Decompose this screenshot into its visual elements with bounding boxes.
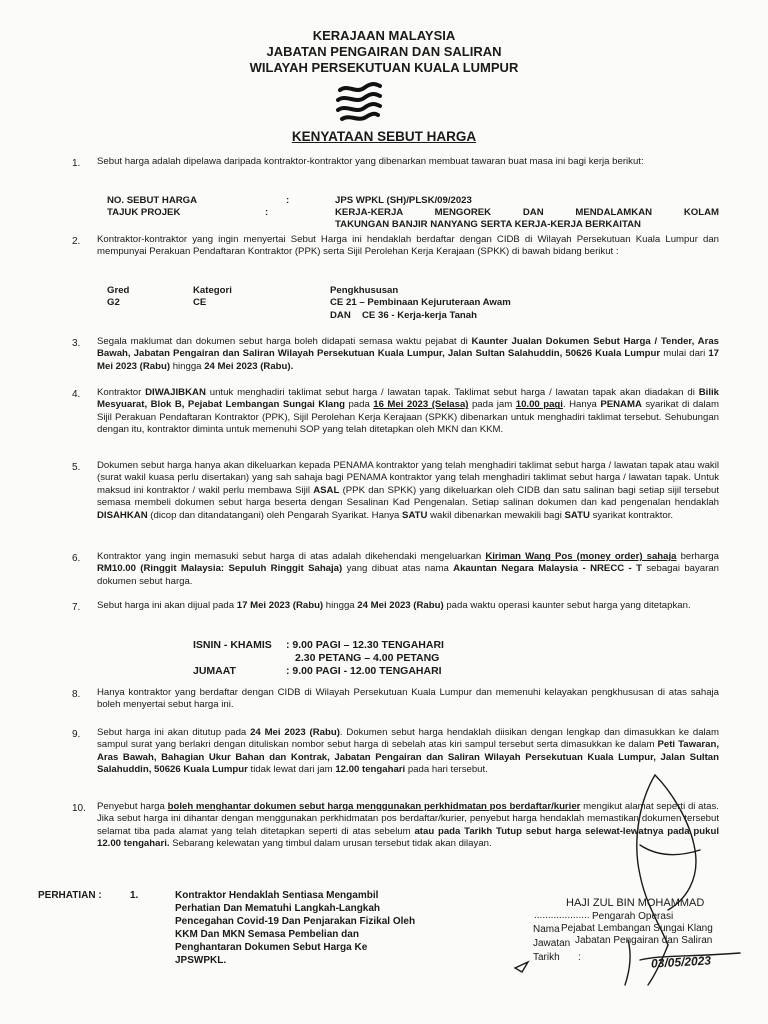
paragraph-2-text: Kontraktor-kontraktor yang ingin menyertai Sebut Harga ini hendaklah berdaftar dengan CIDB di Wilayah Persekutuan Kuala Lumpur dan mempunyai Perakuan Pendaftaran Kontraktor (PPK) serta Sijil Perolehan Kerja Kerajaan (SPKK) di bawah bidang berikut : [97, 234, 719, 258]
paragraph-4-text: Kontraktor DIWAJIBKAN untuk menghadiri taklimat sebut harga / lawatan tapak. Taklimat sebut harga / lawatan tapak akan diadakan di Bilik Mesyuarat, Blok B, Pejabat Lembangan Sungai Klang pada 16 Mei 2023 (Selasa) pada jam 10.00 pagi. Hanya PENAMA syarikat di dalam Sijil Perakuan Pendaftaran Kontraktor (PPK), Sijil Perolehan Kerja Kerajaan (SPKK) dibenarkan untuk menghadiri taklimat tersebut. Sehubungan dengan itu, kontraktor diminta untuk memenuhi SOP yang telah ditetapkan oleh MKN dan KKM. [97, 387, 719, 436]
paragraph-9-number: 9. [72, 729, 81, 740]
paragraph-3-number: 3. [72, 338, 81, 349]
paragraph-10-number: 10. [72, 803, 86, 814]
paragraph-7-number: 7. [72, 602, 81, 613]
quotation-number-label: NO. SEBUT HARGA [107, 195, 198, 206]
specialisation-and: DAN [330, 310, 351, 321]
name-label: Nama [533, 924, 560, 935]
specialisation-1: CE 21 – Pembinaan Kejuruteraan Awam [330, 297, 511, 308]
specialisation-2: CE 36 - Kerja-kerja Tanah [362, 310, 477, 321]
header-line-2: JABATAN PENGAIRAN DAN SALIRAN [266, 44, 502, 59]
schedule-mon-thu-label: ISNIN - KHAMIS [193, 639, 272, 651]
handwritten-date: 03/05/2023 [650, 953, 712, 971]
paragraph-8-text: Hanya kontraktor yang berdaftar dengan CIDB di Wilayah Persekutuan Kuala Lumpur dan memenuhi kelayakan pengkhususan di atas sahaja boleh menyertai sebut harga ini. [97, 687, 719, 711]
grade-header: Gred [107, 285, 130, 296]
schedule-friday-time: : 9.00 PAGI - 12.00 TENGAHARI [286, 665, 442, 677]
project-title-label: TAJUK PROJEK [107, 207, 181, 218]
paragraph-4-number: 4. [72, 389, 81, 400]
water-waves-logo-icon [334, 80, 384, 124]
header-line-1: KERAJAAN MALAYSIA [312, 28, 456, 43]
signatory-name: HAJI ZUL BIN MOHAMMAD [566, 897, 705, 909]
notice-number: 1. [130, 890, 139, 901]
paragraph-2-number: 2. [72, 236, 81, 247]
notice-line-4: KKM Dan MKN Semasa Pembelian dan [175, 929, 359, 940]
specialisation-header: Pengkhususan [330, 285, 399, 296]
paragraph-5-text: Dokumen sebut harga hanya akan dikeluarkan kepada PENAMA kontraktor yang telah menghadiri taklimat sebut harga / lawatan tapak atau wakil (surat wakil kuasa perlu disertakan) yang sah sahaja bagi PENAMA kontraktor yang telah menghadiri taklimat sebut harga / lawatan tapak. Untuk maksud ini kontraktor / wakil perlu membawa Sijil ASAL (PPK dan SPKK) yang dikeluarkan oleh CIDB dan satu salinan bagi setiap sijil tersebut semasa membeli dokumen sebut harga beserta dengan Sesalinan Kad Pengenalan. Setiap salinan dokumen dan kad pengenalan hendaklah DISAHKAN (dicop dan ditandatangani) oleh Pengarah Syarikat. Hanya SATU wakil dibenarkan mewakili bagi SATU syarikat kontraktor. [97, 460, 719, 521]
notice-line-5: Penghantaran Dokumen Sebut Harga Ke [175, 942, 368, 953]
schedule-mon-thu-afternoon: 2.30 PETANG – 4.00 PETANG [295, 652, 440, 664]
paragraph-7-text: Sebut harga ini akan dijual pada 17 Mei 2023 (Rabu) hingga 24 Mei 2023 (Rabu) pada waktu operasi kaunter sebut harga yang ditetapkan. [97, 600, 691, 611]
grade-value: G2 [107, 297, 120, 308]
notice-line-2: Perhatian Dan Mematuhi Langkah-Langkah [175, 903, 381, 914]
paragraph-8-number: 8. [72, 689, 81, 700]
notice-line-6: JPSWPKL. [175, 955, 227, 966]
signatory-role: Pengarah Operasi [592, 911, 674, 922]
category-value: CE [193, 297, 207, 308]
date-label: Tarikh [533, 952, 560, 963]
paragraph-9-text: Sebut harga ini akan ditutup pada 24 Mei 2023 (Rabu). Dokumen sebut harga hendaklah diisikan dengan lengkap dan dimasukkan ke dalam sampul surat yang berlakri dengan dituliskan nombor sebut harga di sebelah atas kiri sampul tersebut serta dimasukkan ke dalam Peti Tawaran, Aras Bawah, Bahagian Ukur Bahan dan Kontrak, Jabatan Pengairan dan Saliran Wilayah Persekutuan Kuala Lumpur, Jalan Sultan Salahuddin, 50626 Kuala Lumpur tidak lewat dari jam 12.00 tengahari pada hari tersebut. [97, 727, 720, 776]
signatory-dots: .................... [534, 910, 590, 921]
paragraph-5-number: 5. [72, 462, 81, 473]
paragraph-1-number: 1. [72, 158, 81, 169]
project-title-colon: : [265, 207, 269, 218]
notice-label: PERHATIAN : [38, 890, 102, 901]
quotation-number-colon: : [286, 195, 290, 206]
header-line-3: WILAYAH PERSEKUTUAN KUALA LUMPUR [249, 60, 519, 75]
quotation-number-value: JPS WPKL (SH)/PLSK/09/2023 [335, 195, 472, 206]
date-colon: : [578, 952, 581, 963]
paragraph-3-text: Segala maklumat dan dokumen sebut harga boleh didapati semasa waktu pejabat di Kaunter Jualan Dokumen Sebut Harga / Tender, Aras Bawah, Jabatan Pengairan dan Saliran Wilayah Persekutuan Kuala Lumpur, Jalan Sultan Salahuddin, 50626 Kuala Lumpur mulai dari 17 Mei 2023 (Rabu) hingga 24 Mei 2023 (Rabu). [97, 336, 719, 372]
position-label: Jawatan [533, 938, 571, 949]
project-title-value-1: KERJA-KERJA MENGOREK DAN MENDALAMKAN KOLAM [335, 207, 719, 218]
signatory-org-2: Jabatan Pengairan dan Saliran [575, 935, 713, 946]
paragraph-1-text: Sebut harga adalah dipelawa daripada kontraktor-kontraktor yang dibenarkan membuat tawaran buat masa ini bagi kerja berikut: [97, 156, 644, 167]
category-header: Kategori [193, 285, 232, 296]
notice-line-3: Pencegahan Covid-19 Dan Penjarakan Fizikal Oleh [175, 916, 416, 927]
paragraph-6-number: 6. [72, 553, 81, 564]
project-title-value-2: TAKUNGAN BANJIR NANYANG SERTA KERJA-KERJA BERKAITAN [335, 219, 641, 230]
signatory-org-1: Pejabat Lembangan Sungai Klang [561, 923, 713, 934]
notice-line-1: Kontraktor Hendaklah Sentiasa Mengambil [175, 890, 379, 901]
schedule-friday-label: JUMAAT [193, 665, 236, 677]
paragraph-10-text: Penyebut harga boleh menghantar dokumen sebut harga menggunakan perkhidmatan pos berdaftar/kurier mengikut alamat seperti di atas. Jika sebut harga ini dihantar dengan menggunakan perkhidmatan pos berdaftar/kurier, penyebut harga hendaklah memastikan dokumen tersebut selamat tiba pada alamat yang telah ditetapkan seperti di atas sebelum atau pada Tarikh Tutup sebut harga selewat-lewatnya pada pukul 12.00 tengahari. Sebarang kelewatan yang timbul dalam urusan tersebut tidak akan dilayan. [97, 801, 720, 850]
schedule-mon-thu-morning: : 9.00 PAGI – 12.30 TENGAHARI [286, 639, 444, 651]
paragraph-6-text: Kontraktor yang ingin memasuki sebut harga di atas adalah dikehendaki mengeluarkan Kiriman Wang Pos (money order) sahaja berharga RM10.00 (Ringgit Malaysia: Sepuluh Ringgit Sahaja) yang dibuat atas nama Akauntan Negara Malaysia - NRECC - T sebagai bayaran dokumen sebut harga. [97, 551, 720, 587]
document-title: KENYATAAN SEBUT HARGA [291, 129, 477, 144]
